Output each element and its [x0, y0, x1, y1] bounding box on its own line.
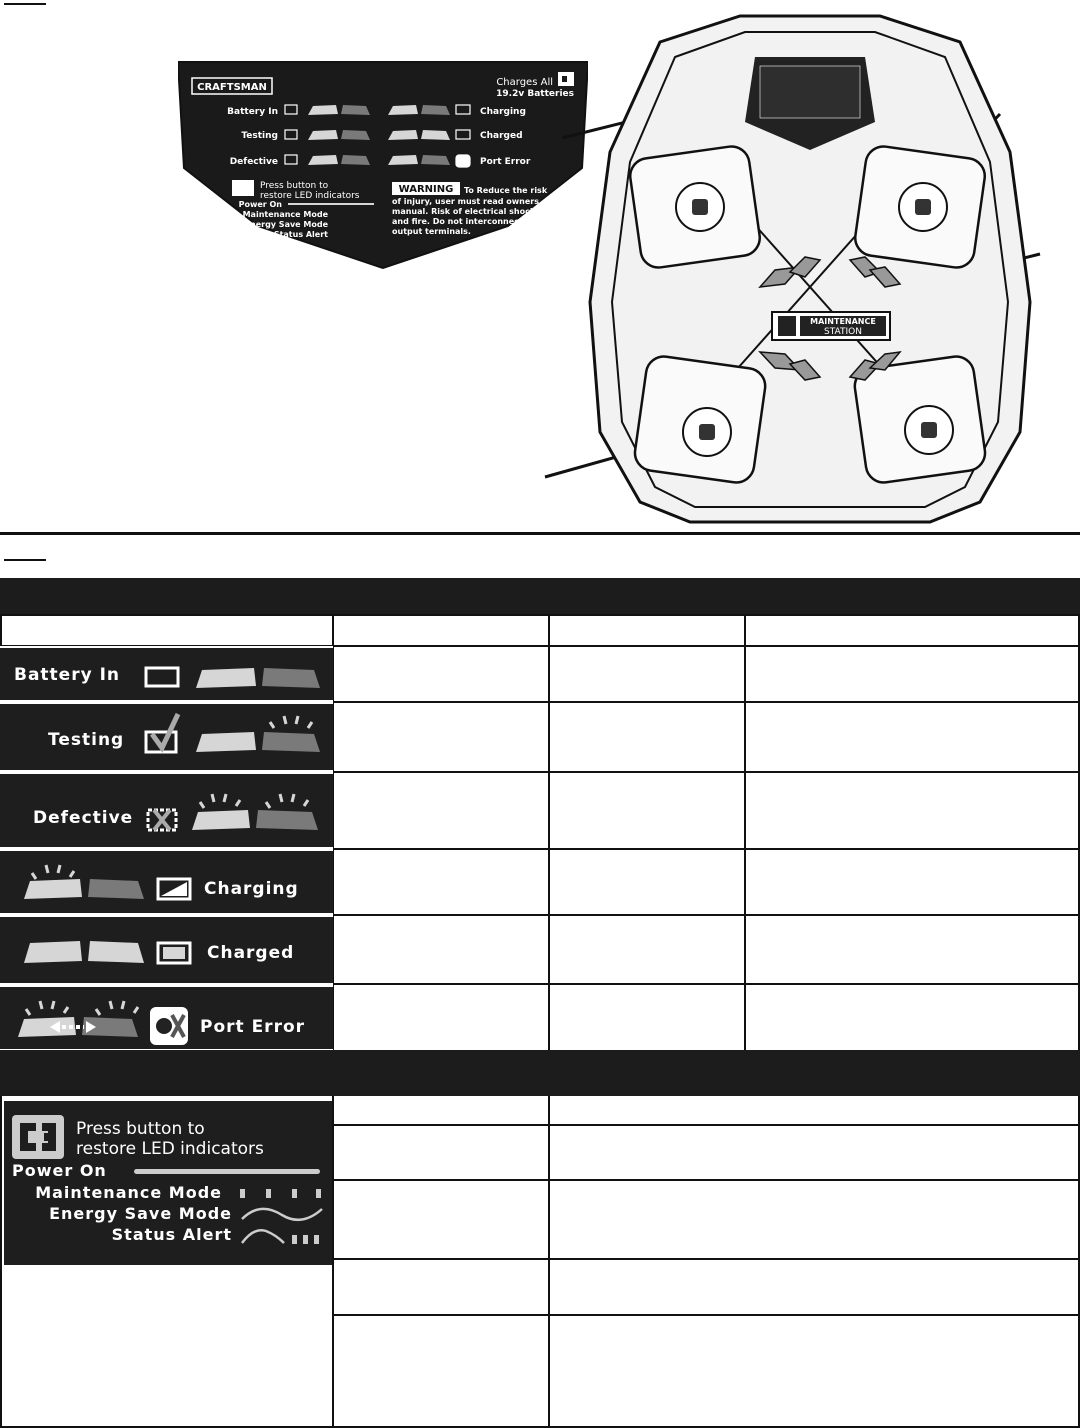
status-row-defective [0, 772, 333, 849]
charger-decal [178, 58, 588, 270]
c3-button-icon [12, 1115, 64, 1159]
status-row-charging [0, 849, 333, 915]
status-row-testing [0, 702, 333, 772]
decal-maintenance-mode: Maintenance Mode [242, 210, 328, 219]
legend-power-on: Power On [12, 1161, 107, 1180]
decal-restore: restore LED indicators [260, 191, 360, 201]
status-label: Charged [207, 943, 295, 963]
decal-power-on: Power On [238, 200, 282, 209]
status-label: Testing [48, 730, 125, 750]
station-c3-icon [778, 316, 796, 336]
battery-full-icon [20, 937, 200, 967]
decal-charged: Charged [480, 131, 523, 141]
status-alert-icon [240, 1225, 324, 1247]
status-label: Port Error [200, 1017, 306, 1037]
status-row-charged [0, 915, 333, 985]
legend-energy-save-mode: Energy Save Mode [49, 1204, 232, 1223]
battery-check-icon [144, 712, 324, 762]
station-brand-line2: STATION [824, 327, 862, 337]
status-label: Charging [204, 879, 299, 899]
figure-mark-2 [4, 559, 46, 561]
maintenance-station-illustration [540, 2, 1076, 528]
decal-press-button: Press button to [260, 181, 329, 191]
decal-warning-line-1: To Reduce the risk [464, 186, 548, 195]
legend-restore: restore LED indicators [76, 1139, 264, 1159]
decal-energy-save-mode: Energy Save Mode [244, 220, 328, 229]
mode-legend-panel [4, 1101, 332, 1265]
section-divider [0, 532, 1080, 535]
legend-maintenance-mode: Maintenance Mode [35, 1183, 222, 1202]
status-row-battery-in [0, 646, 333, 702]
status-label: Battery In [14, 665, 121, 685]
energy-save-wave-icon [240, 1203, 324, 1225]
decal-defective: Defective [229, 157, 278, 167]
port-error-icon [14, 995, 194, 1047]
decal-warning-title: WARNING [398, 184, 454, 195]
decal-port-error: Port Error [480, 157, 531, 167]
status-label: Defective [33, 808, 134, 828]
decal-c3-button-icon [232, 180, 254, 196]
battery-empty-icon [144, 664, 324, 690]
decal-batteries: 19.2v Batteries [496, 89, 574, 99]
decal-status-alert: Status Alert [273, 230, 328, 239]
legend-status-alert: Status Alert [111, 1225, 232, 1244]
mode-table-header [0, 1050, 1080, 1096]
status-row-port-error [0, 985, 333, 1051]
power-on-bar [134, 1169, 320, 1174]
decal-warning-line-5: output terminals. [392, 227, 471, 236]
figure-mark-1 [4, 3, 46, 5]
decal-brand: CRAFTSMAN [197, 82, 267, 93]
maintenance-mode-icon [238, 1187, 322, 1199]
legend-press-button: Press button to [76, 1119, 205, 1139]
decal-warning-line-4: and fire. Do not interconnect [392, 217, 523, 226]
decal-battery-in: Battery In [227, 107, 278, 117]
battery-charging-icon [20, 859, 200, 909]
status-table-header [0, 578, 1080, 614]
decal-charges-all: Charges All [496, 77, 553, 88]
battery-x-icon [144, 782, 324, 840]
decal-charging: Charging [480, 107, 526, 117]
decal-testing: Testing [241, 131, 278, 141]
decal-warning-line-2: of injury, user must read owners [392, 197, 540, 206]
decal-warning-line-3: manual. Risk of electrical shock [392, 207, 536, 216]
station-brand-line1: MAINTENANCE [810, 317, 876, 326]
